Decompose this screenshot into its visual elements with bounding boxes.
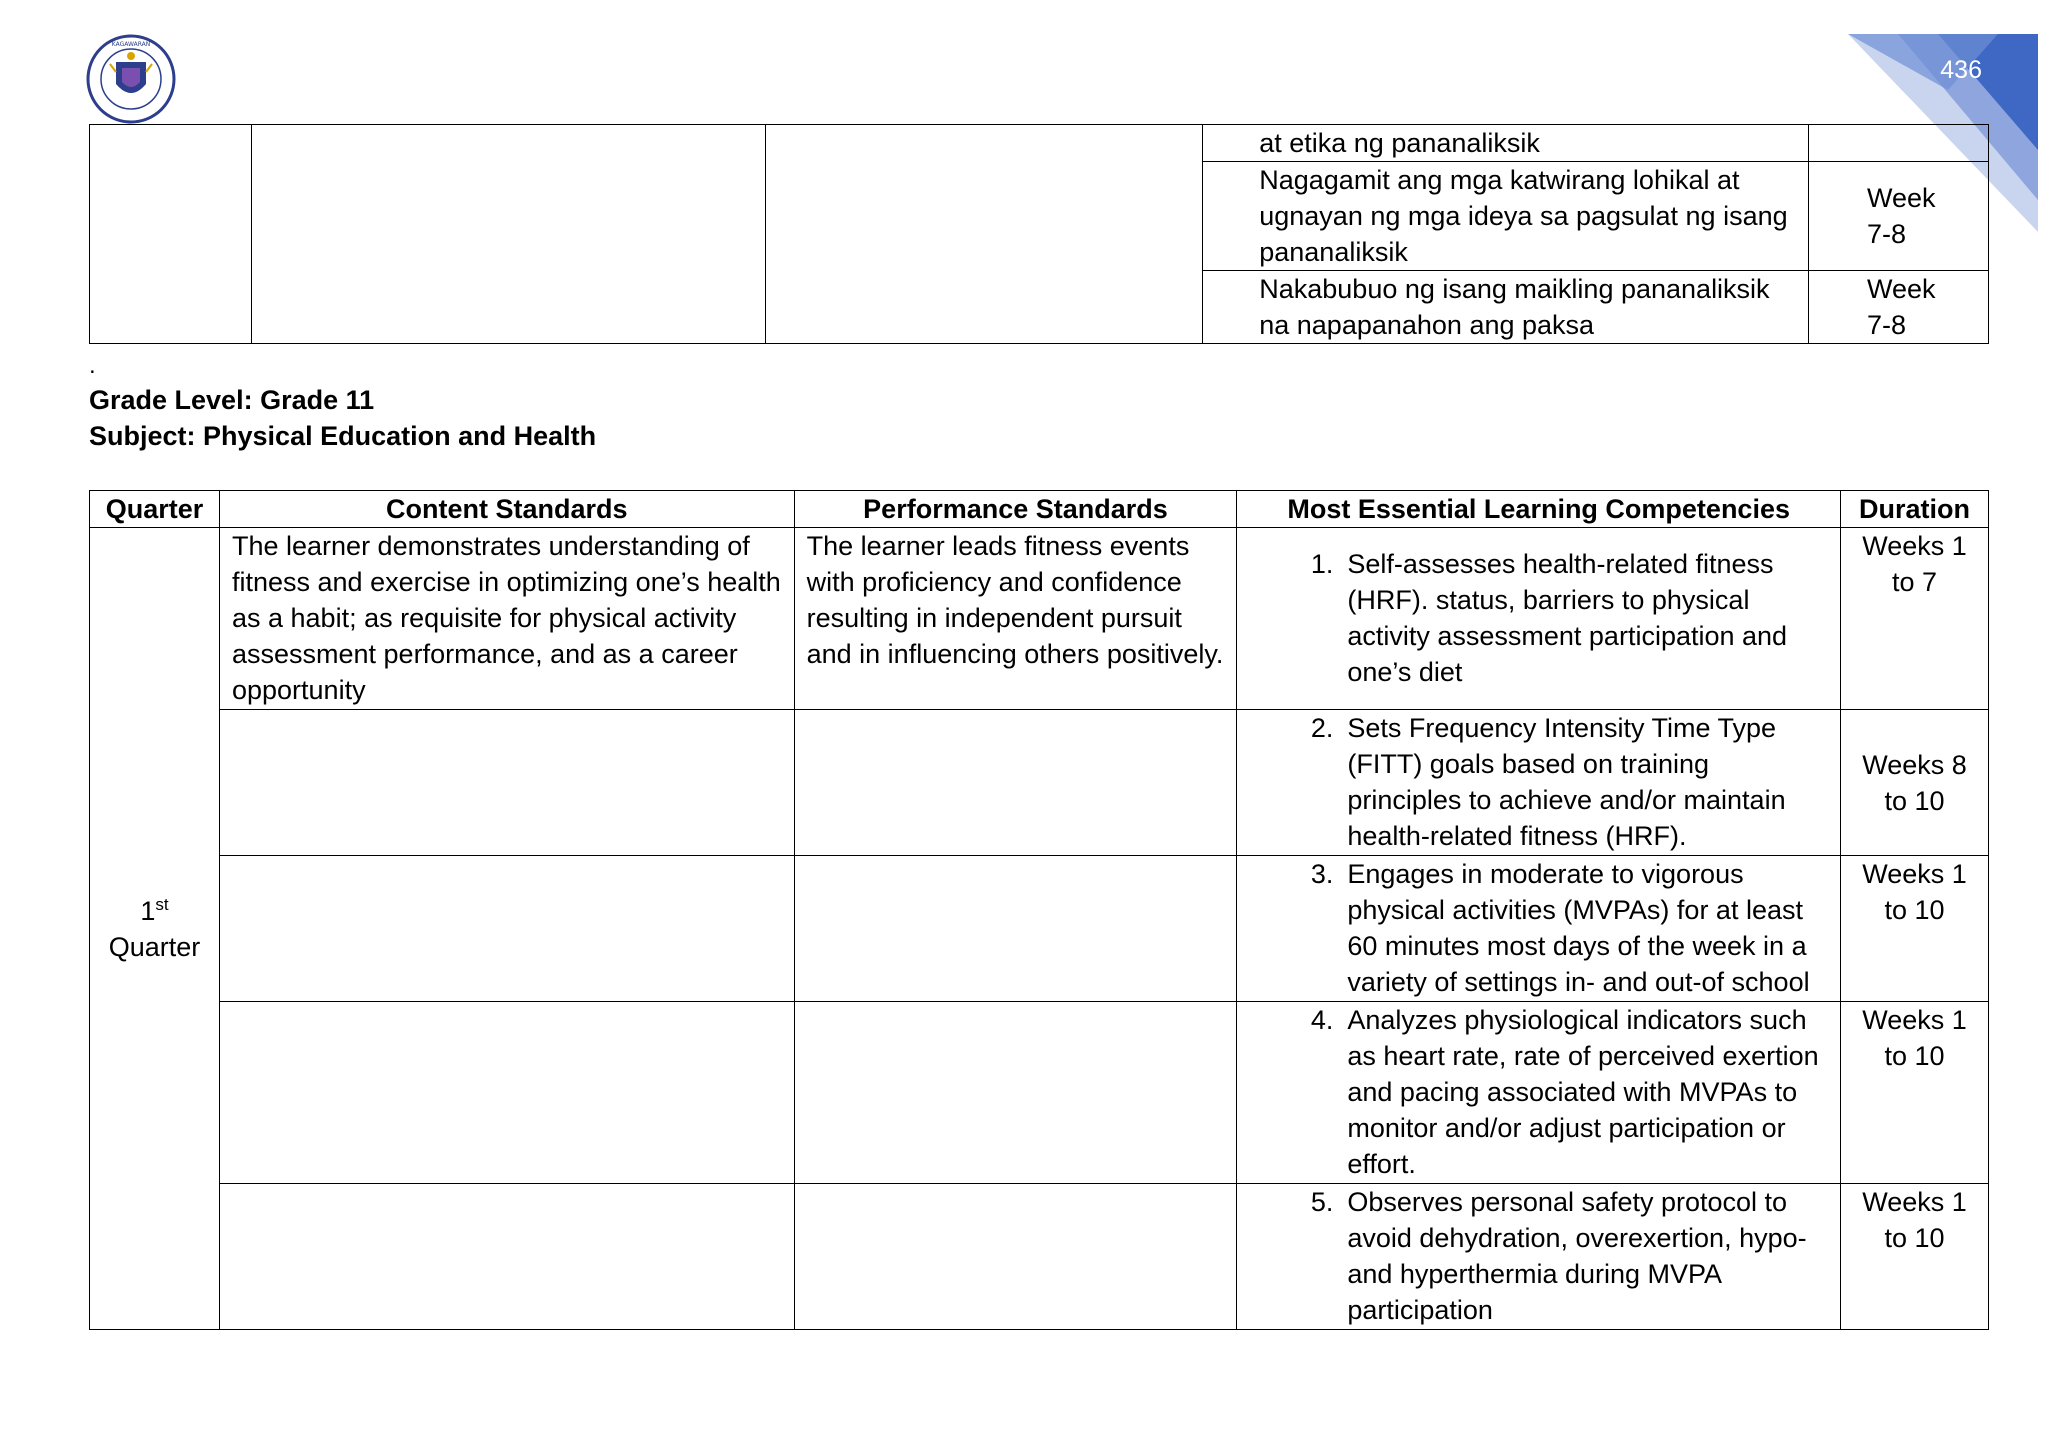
competency-cell <box>1237 1184 1841 1330</box>
table-row <box>90 1184 1989 1330</box>
header-performance-standards: Performance Standards <box>794 491 1237 528</box>
header-duration: Duration <box>1841 491 1989 528</box>
empty-cell <box>90 125 252 344</box>
header-row <box>90 491 1989 528</box>
table-row <box>90 528 1989 710</box>
competency-number: 2. <box>1310 713 1334 743</box>
continuation-table <box>89 124 1989 344</box>
table-row <box>90 710 1989 856</box>
competency-text: Engages in moderate to vigorous physical activities (MVPAs) for at least 60 minutes most days of the week in a variety of settings in- and out-of school <box>1347 859 1810 997</box>
table-row <box>90 856 1989 1002</box>
competency-cell <box>1237 528 1841 710</box>
grade-level: Grade Level: Grade 11 <box>89 385 375 415</box>
duration-cell: Weeks 8 to 10 <box>1841 710 1989 856</box>
duration-cell: Week 7-8 <box>1808 271 1988 344</box>
duration-cell: Weeks 1 to 10 <box>1841 1002 1989 1184</box>
competency-text: Self-assesses health-related fitness (HRF). status, barriers to physical activity assessment participation and one’s diet <box>1347 549 1788 687</box>
empty-cell <box>219 1184 794 1330</box>
empty-cell <box>794 1002 1237 1184</box>
empty-cell <box>794 856 1237 1002</box>
quarter-number: 1 <box>140 895 156 926</box>
header-quarter: Quarter <box>90 491 220 528</box>
competency-cell: Nakabubuo ng isang maikling pananaliksik na napapanahon ang paksa <box>1203 271 1809 344</box>
competency-cell: at etika ng pananaliksik <box>1203 125 1809 162</box>
performance-standard: The learner leads fitness events with proficiency and confidence resulting in independent pursuit and in influencing others positively. <box>794 528 1237 710</box>
page-number: 436 <box>1940 56 1982 84</box>
content-standard: The learner demonstrates understanding of fitness and exercise in optimizing one’s health as a habit; as requisite for physical activity assessment performance, and as a career opportunity <box>219 528 794 710</box>
duration-cell <box>1808 125 1988 162</box>
table-row <box>90 1002 1989 1184</box>
empty-cell <box>219 1002 794 1184</box>
empty-cell <box>219 710 794 856</box>
quarter-suffix: st <box>155 894 169 914</box>
competency-cell: Nagagamit ang mga katwirang lohikal at ugnayan ng mga ideya sa pagsulat ng isang pananaliksik <box>1203 162 1809 271</box>
competency-number: 4. <box>1310 1005 1334 1035</box>
svg-text:KAGAWARAN: KAGAWARAN <box>111 41 151 48</box>
duration-cell: Week 7-8 <box>1808 162 1988 271</box>
quarter-label: Quarter <box>108 931 201 962</box>
competency-cell <box>1237 710 1841 856</box>
empty-cell <box>765 125 1203 344</box>
competency-number: 3. <box>1310 859 1334 889</box>
header-melc: Most Essential Learning Competencies <box>1237 491 1841 528</box>
competency-text: Observes personal safety protocol to avoid dehydration, overexertion, hypo- and hyperthermia during MVPA participation <box>1347 1187 1807 1325</box>
duration-cell: Weeks 1 to 7 <box>1841 528 1989 710</box>
empty-cell <box>251 125 765 344</box>
competency-text: Analyzes physiological indicators such as heart rate, rate of perceived exertion and pacing associated with MVPAs to monitor and/or adjust participation or effort. <box>1347 1005 1819 1179</box>
competency-number: 1. <box>1310 549 1334 579</box>
deped-seal-logo <box>86 34 176 124</box>
empty-cell <box>794 710 1237 856</box>
separator: . <box>89 352 96 379</box>
quarter-cell <box>90 528 220 1330</box>
competency-cell <box>1237 856 1841 1002</box>
subject: Subject: Physical Education and Health <box>89 421 597 451</box>
competency-number: 5. <box>1310 1187 1334 1217</box>
duration-cell: Weeks 1 to 10 <box>1841 856 1989 1002</box>
competency-cell <box>1237 1002 1841 1184</box>
melc-table <box>89 490 1989 1330</box>
competency-text: Sets Frequency Intensity Time Type (FITT) goals based on training principles to achieve and/or maintain health-related fitness (HRF). <box>1347 713 1786 851</box>
empty-cell <box>794 1184 1237 1330</box>
empty-cell <box>219 856 794 1002</box>
header-content-standards: Content Standards <box>219 491 794 528</box>
duration-cell: Weeks 1 to 10 <box>1841 1184 1989 1330</box>
